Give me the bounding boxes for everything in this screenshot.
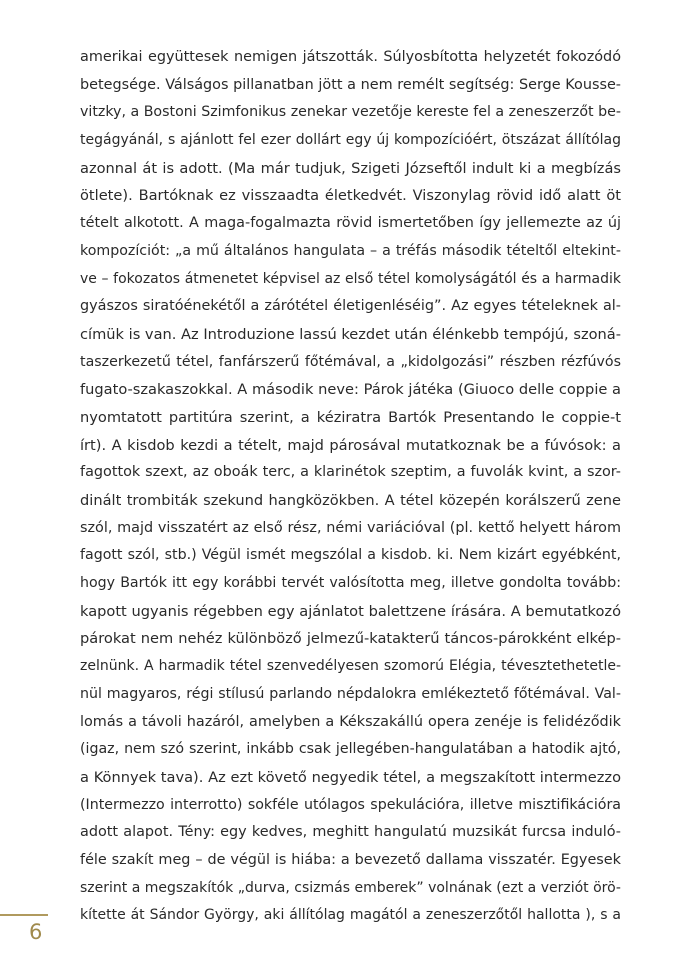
text-line: tegágyánál, s ajánlott fel ezer dollárt egy új kompozícióért, ötszázat állítólag xyxy=(80,132,621,149)
text-line: (igaz, nem szó szerint, inkább csak jellegében-hangulatában a hatodik ajtó, xyxy=(80,741,621,758)
text-line: kapott ugyanis régebben egy ajánlatot balettzene írására. A bemutatkozó xyxy=(80,602,621,620)
text-line: fagott szól, stb.) Végül ismét megszólal a kisdob. ki. Nem kizárt egyébként, xyxy=(80,547,621,564)
text-line: nyomtatott partitúra szerint, a kéziratra Bartók Presentando le coppie-t xyxy=(80,408,621,426)
text-line: írt). A kisdob kezdi a tételt, majd párosával mutatkoznak be a fúvósok: a xyxy=(80,436,621,454)
text-line: betegsége. Válságos pillanatban jött a nem remélt segítség: Serge Kousse- xyxy=(80,76,621,93)
text-line: hogy Bartók itt egy korábbi tervét valósította meg, illetve gondolta tovább: xyxy=(80,575,621,592)
text-line: taszerkezetű tétel, fanfárszerű főtémával, a „kidolgozási” részben rézfúvós xyxy=(80,353,621,370)
body-text xyxy=(80,44,621,930)
text-line: nül magyaros, régi stílusú parlando népdalokra emlékeztető főtémával. Val- xyxy=(80,685,621,702)
text-line: szerint a megszakítók „durva, csizmás emberek” volnának (ezt a verziót örö- xyxy=(80,879,621,896)
text-line: zelnünk. A harmadik tétel szenvedélyesen szomorú Elégia, tévesztethetetle- xyxy=(80,658,621,675)
text-line: kompozíciót: „a mű általános hangulata – a tréfás második tételtől eltekint- xyxy=(80,242,621,259)
text-line: (Intermezzo interrotto) sokféle utólagos spekulációra, illetve misztifikációra xyxy=(80,796,621,813)
text-line: adott alapot. Tény: egy kedves, meghitt hangulatú muzsikát furcsa induló- xyxy=(80,824,621,841)
text-line: lomás a távoli hazáról, amelyben a Kékszakállú opera zenéje is felidéződik xyxy=(80,713,621,730)
text-line: kítette át Sándor György, aki állítólag magától a zeneszerzőtől hallotta ), s a xyxy=(80,907,621,924)
page-number-rule xyxy=(0,914,48,916)
text-line: szól, majd visszatért az első rész, némi variációval (pl. kettő helyett három xyxy=(80,519,621,536)
text-line: címük is van. Az Introduzione lassú kezdet után élénkebb tempójú, szoná- xyxy=(80,325,621,343)
text-line: fugato-szakaszokkal. A második neve: Párok játéka (Giuoco delle coppie a xyxy=(80,381,621,399)
text-line: gyászos siratóénekétől a zárótétel életigenléséig”. Az egyes tételeknek al- xyxy=(80,298,621,315)
text-line: ve – fokozatos átmenetet képvisel az első tétel komolyságától és a harmadik xyxy=(80,270,621,287)
text-line: a Könnyek tava). Az ezt követő negyedik tétel, a megszakított intermezzo xyxy=(80,768,621,786)
text-line: párokat nem nehéz különböző jelmezű-katakterű táncos-párokként elkép- xyxy=(80,630,621,648)
text-line: amerikai együttesek nemigen játszották. Súlyosbította helyzetét fokozódó xyxy=(80,49,621,65)
text-line: féle szakít meg – de végül is hiába: a bevezető dallama visszatér. Egyesek xyxy=(80,851,621,868)
text-line: tételt alkotott. A maga-fogalmazta rövid ismertetőben így jellemezte az új xyxy=(80,215,621,232)
text-line: fagottok szext, az oboák terc, a klarinétok szeptim, a fuvolák kvint, a szor- xyxy=(80,464,621,481)
text-line: ötlete). Bartóknak ez visszaadta életkedvét. Viszonylag rövid idő alatt öt xyxy=(80,187,621,205)
text-line: azonnal át is adott. (Ma már tudjuk, Szigeti Józseftől indult ki a megbízás xyxy=(80,159,621,177)
page-number: 6 xyxy=(29,920,43,944)
text-line: vitzky, a Bostoni Szimfonikus zenekar vezetője kereste fel a zeneszerzőt be- xyxy=(80,104,621,121)
text-line: dinált trombiták szekund hangközökben. A tétel közepén korálszerű zene xyxy=(80,492,621,509)
